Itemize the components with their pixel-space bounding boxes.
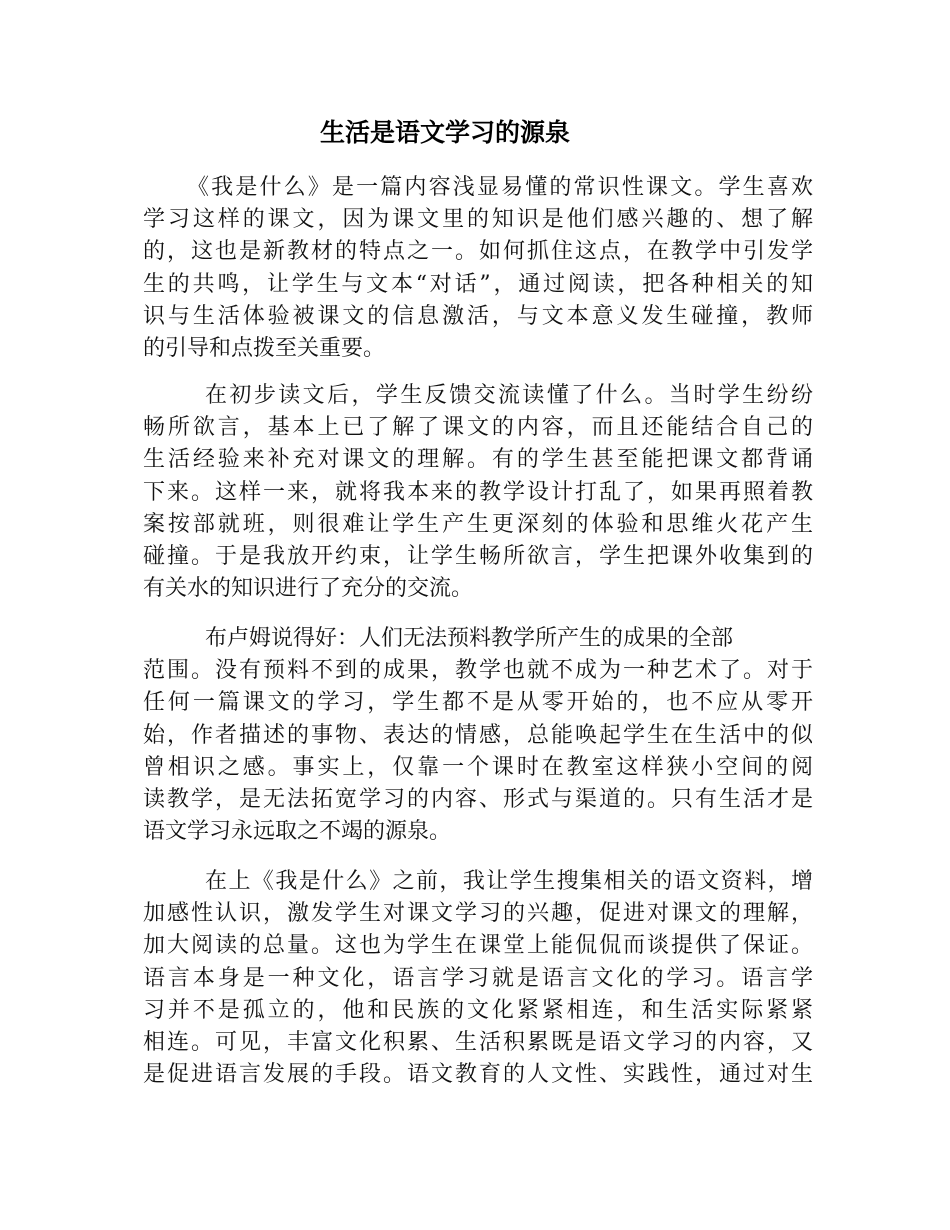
paragraph-line: 相连。可见，丰富文化积累、生活积累既是语文学习的内容，又 xyxy=(143,1029,813,1055)
paragraph-line: 生活经验来补充对课文的理解。有的学生甚至能把课文都背诵 xyxy=(143,447,813,473)
paragraph-line: 在初步读文后，学生反馈交流读懂了什么。当时学生纷纷 xyxy=(205,383,813,408)
paragraph-line: 学习这样的课文，因为课文里的知识是他们感兴趣的、想了解 xyxy=(143,207,813,233)
paragraph-3 xyxy=(143,623,813,848)
paragraph-line: 碰撞。于是我放开约束，让学生畅所欲言，学生把课外收集到的 xyxy=(143,543,813,569)
paragraph-line: 是促进语言发展的手段。语文教育的人文性、实践性，通过对生 xyxy=(143,1062,813,1088)
paragraph-line: 读教学，是无法拓宽学习的内容、形式与渠道的。只有生活才是 xyxy=(143,786,813,812)
paragraph-1 xyxy=(143,172,813,365)
paragraph-line: 曾相识之感。事实上，仅靠一个课时在教室这样狭小空间的阅 xyxy=(143,754,813,780)
paragraph-line: 案按部就班，则很难让学生产生更深刻的体验和思维火花产生 xyxy=(143,511,813,537)
paragraph-line: 畅所欲言，基本上已了解了课文的内容，而且还能结合自己的 xyxy=(143,415,813,441)
paragraph-line: 的，这也是新教材的特点之一。如何抓住这点，在教学中引发学 xyxy=(143,239,813,265)
paragraph-2 xyxy=(143,380,813,605)
paragraph-line: 《我是什么》是一篇内容浅显易懂的常识性课文。学生喜欢 xyxy=(187,175,813,200)
paragraph-line: 语言本身是一种文化，语言学习就是语言文化的学习。语言学 xyxy=(143,965,813,991)
paragraph-line: 习并不是孤立的，他和民族的文化紧紧相连，和生活实际紧紧 xyxy=(143,997,813,1023)
paragraph-line: 加感性认识，激发学生对课文学习的兴趣，促进对课文的理解， xyxy=(143,901,813,927)
paragraph-line: 布卢姆说得好：人们无法预料教学所产生的成果的全部 xyxy=(205,626,734,651)
paragraph-4 xyxy=(143,866,813,1091)
paragraph-line: 下来。这样一来，就将我本来的教学设计打乱了，如果再照着教 xyxy=(143,479,813,505)
paragraph-line: 语文学习永远取之不竭的源泉。 xyxy=(143,819,452,845)
paragraph-line: 任何一篇课文的学习，学生都不是从零开始的，也不应从零开 xyxy=(143,690,813,716)
paragraph-line: 有关水的知识进行了充分的交流。 xyxy=(143,576,474,602)
paragraph-line: 范围。没有预料不到的成果，教学也就不成为一种艺术了。对于 xyxy=(143,658,813,684)
paragraph-line: 加大阅读的总量。这也为学生在课堂上能侃侃而谈提供了保证。 xyxy=(143,933,813,959)
paragraph-line: 生的共鸣，让学生与文本“对话”，通过阅读，把各种相关的知 xyxy=(143,271,813,297)
paragraph-line: 的引导和点拨至关重要。 xyxy=(143,335,386,361)
paragraph-line: 始，作者描述的事物、表达的情感，总能唤起学生在生活中的似 xyxy=(143,722,813,748)
paragraph-line: 识与生活体验被课文的信息激活，与文本意义发生碰撞，教师 xyxy=(143,303,813,329)
paragraph-line: 在上《我是什么》之前，我让学生搜集相关的语文资料，增 xyxy=(205,869,813,894)
document-title: 生活是语文学习的源泉 xyxy=(319,118,570,147)
